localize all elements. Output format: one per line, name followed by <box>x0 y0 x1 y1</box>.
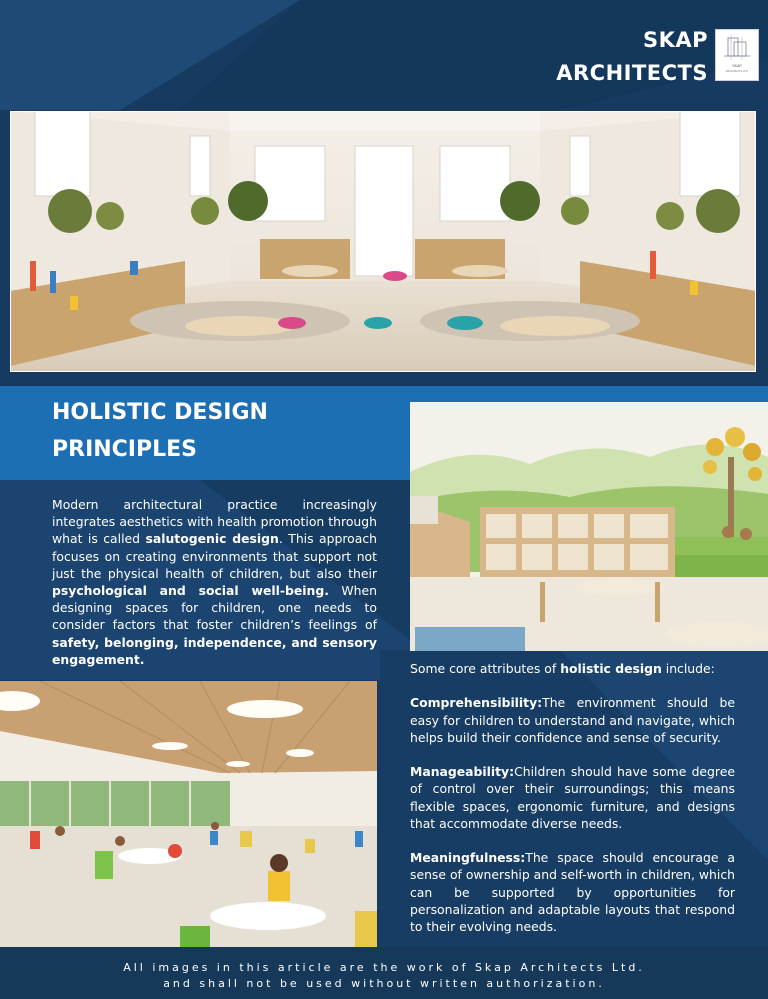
intro-paragraph <box>52 496 377 668</box>
svg-text:SKAP: SKAP <box>732 64 742 68</box>
intro-text-2: . This approach focuses on creating environments that support not just the physical health of children, but also their <box>52 531 378 581</box>
footer-line-1: All images in this article are the work of Skap Architects Ltd. <box>123 961 645 974</box>
classroom-photo-right <box>410 402 768 651</box>
title-band-extension <box>410 386 768 402</box>
intro-bold-3: safety, belonging, independence, and sensory engagement. <box>52 634 377 667</box>
logo-icon <box>716 30 758 80</box>
attribute-term: Meaningfulness: <box>410 850 526 866</box>
brand-wordmark <box>556 24 708 90</box>
lead-bold: holistic design <box>560 661 662 676</box>
intro-text-1: Modern architectural practice increasingly integrates aesthetics with health promotion through what is called <box>52 497 377 547</box>
page-title <box>52 394 392 468</box>
footer-line-2: and shall not be used without written authorization. <box>163 977 605 990</box>
lead-text-2: include: <box>661 661 715 676</box>
attribute-text: The environment should be easy for children to understand and navigate, which helps build their confidence and sense of security. <box>410 695 735 745</box>
attribute-text: The space should encourage a sense of ownership and self-worth in children, which can be supported by opportunities for personalization and adaptable layouts that respond to their evolving needs. <box>410 850 735 934</box>
attribute-meaningfulness <box>410 849 735 935</box>
title-line-1: HOLISTIC DESIGN <box>52 400 268 425</box>
title-line-2: PRINCIPLES <box>52 437 198 462</box>
copyright-notice <box>0 960 768 992</box>
attribute-term: Comprehensibility: <box>410 695 543 711</box>
intro-text-3: When designing spaces for children, one needs to consider factors that foster children’s feelings of <box>52 583 377 633</box>
attributes-section <box>410 660 735 952</box>
attribute-manageability <box>410 763 735 832</box>
lead-text-1: Some core attributes of <box>410 661 561 676</box>
attribute-comprehensibility <box>410 694 735 746</box>
svg-text:ARCHITECTS LTD.: ARCHITECTS LTD. <box>725 70 749 73</box>
intro-bold-1: salutogenic design <box>145 531 279 547</box>
brand-logo <box>715 29 759 81</box>
brand-line-2: ARCHITECTS <box>556 61 708 85</box>
attribute-term: Manageability: <box>410 764 515 780</box>
dining-hall-photo <box>0 681 377 947</box>
classroom-photo-top <box>10 111 756 372</box>
brand-line-1: SKAP <box>642 28 708 52</box>
attributes-lead <box>410 660 735 677</box>
intro-bold-2: psychological and social well-being. <box>52 583 329 599</box>
attribute-text: Children should have some degree of control over their surroundings; this means flexible spaces, ergonomic furniture, and designs that accommodate diverse needs. <box>410 764 735 831</box>
